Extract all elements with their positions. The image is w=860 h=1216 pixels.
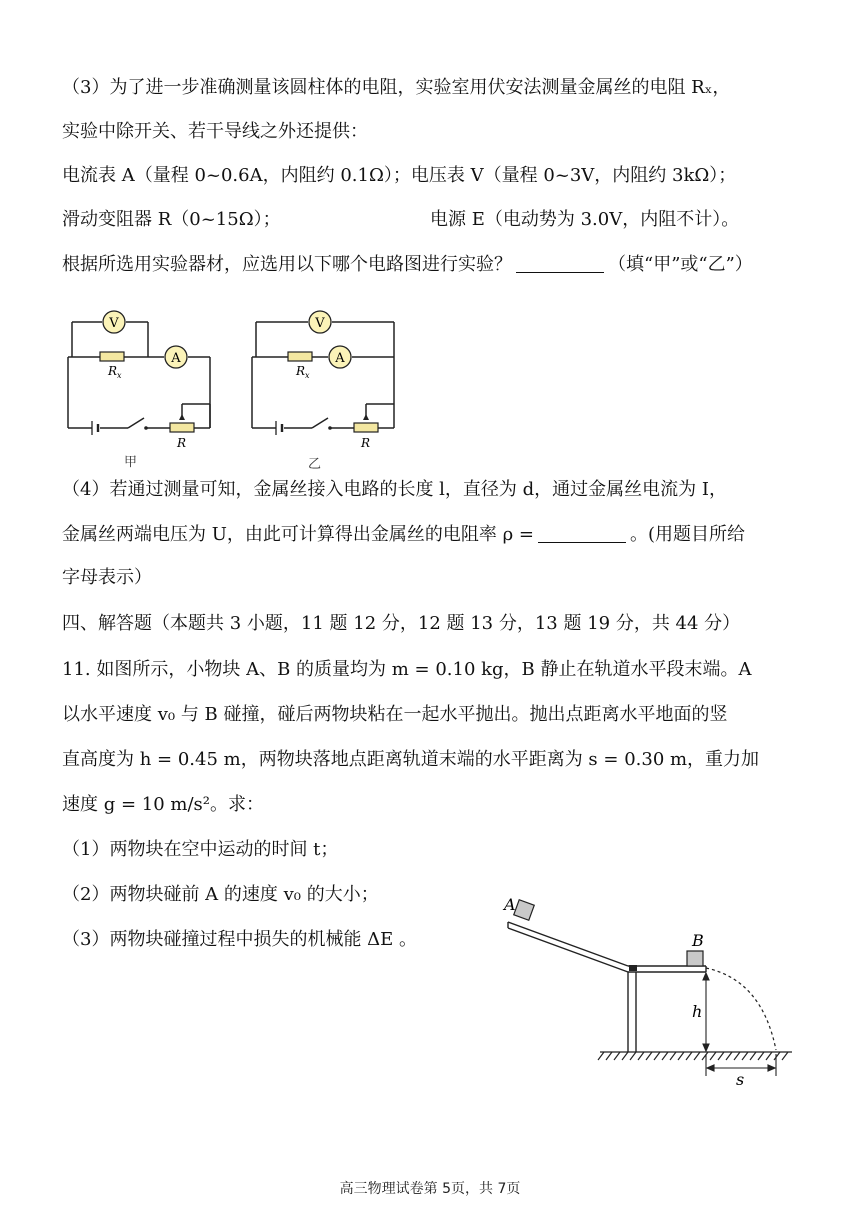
block-a [514, 900, 535, 921]
resistor-rx-label: $R_x$ [296, 364, 310, 380]
resistor-rx-label: $R_x$ [108, 364, 122, 380]
caption-yi: 乙 [308, 457, 322, 472]
q10-3-line5a: 根据所选用实验器材，应选用以下哪个电路图进行实验？ [62, 254, 512, 275]
inclined-track [508, 922, 628, 972]
height-marker [703, 973, 709, 1051]
caption-jia: 甲 [124, 455, 138, 470]
voltmeter-label: V [315, 316, 325, 331]
q10-3-line1: （3）为了进一步准确测量该圆柱体的电阻，实验室用伏安法测量金属丝的电阻 Rₓ， [62, 77, 731, 98]
projectile-figure [500, 880, 800, 1090]
label-b: B [692, 931, 704, 950]
resistor-rx-symbol [288, 352, 312, 361]
trajectory-curve [706, 968, 776, 1050]
q11-line1: 11. 如图所示，小物块 A、B 的质量均为 m = 0.10 kg，B 静止在轨道水平段末端。A [62, 659, 752, 680]
track-joint [629, 965, 637, 971]
label-h: h [692, 1002, 703, 1021]
support-post [628, 972, 636, 1052]
answer-blank-resistivity[interactable] [538, 522, 626, 543]
q11-line3: 直高度为 h = 0.45 m，两物块落地点距离轨道末端的水平距离为 s = 0.30 m，重力加 [62, 749, 760, 770]
voltmeter-label: V [109, 316, 119, 331]
q10-4-line3: 字母表示） [62, 567, 152, 588]
q10-3-line5 [62, 252, 753, 277]
circuit-jia-parts [92, 311, 194, 470]
answer-blank-circuit[interactable] [516, 252, 604, 273]
switch-contact [328, 426, 332, 430]
circuit-yi [252, 322, 394, 428]
q10-3-line2: 实验中除开关、若干导线之外还提供： [62, 121, 368, 142]
resistor-rx-symbol [100, 352, 124, 361]
q11-sub3: （3）两物块碰撞过程中损失的机械能 ΔE 。 [62, 929, 418, 950]
circuit-diagrams [60, 300, 420, 475]
horizontal-track [628, 966, 706, 972]
ground [598, 1052, 792, 1060]
ammeter-label: A [171, 351, 181, 366]
q10-3-line4b: 电源 E（电动势为 3.0V，内阻不计）。 [430, 209, 740, 230]
label-a: A [504, 895, 516, 914]
ammeter-label: A [335, 351, 345, 366]
rheostat-label: R [177, 436, 187, 450]
rheostat-symbol [354, 423, 378, 432]
circuit-jia [68, 322, 210, 428]
q10-4-line2b: 。(用题目所给 [630, 524, 746, 545]
rheostat-symbol [170, 423, 194, 432]
label-s: s [736, 1070, 745, 1089]
q10-3-line5b: （填“甲”或“乙”） [608, 254, 753, 275]
q11-line2: 以水平速度 v₀ 与 B 碰撞，碰后两物块粘在一起水平抛出。抛出点距离水平地面的竖 [62, 704, 728, 725]
circuit-yi-parts [276, 311, 378, 472]
q10-3-line3: 电流表 A（量程 0~0.6A，内阻约 0.1Ω）；电压表 V（量程 0~3V，内阻约 3kΩ）； [62, 165, 737, 186]
q10-3-line4a: 滑动变阻器 R（0~15Ω）； [62, 209, 281, 230]
block-b [687, 951, 703, 966]
switch-contact [144, 426, 148, 430]
q10-4-line2a: 金属丝两端电压为 U，由此可计算得出金属丝的电阻率 ρ = [62, 524, 534, 545]
q10-4-line1: （4）若通过测量可知，金属丝接入电路的长度 l，直径为 d，通过金属丝电流为 I， [62, 479, 728, 500]
page-footer: 高三物理试卷第 5页，共 7页 [339, 1181, 521, 1197]
q11-sub1: （1）两物块在空中运动的时间 t； [62, 839, 339, 860]
rheostat-label: R [361, 436, 371, 450]
q11-sub2: （2）两物块碰前 A 的速度 v₀ 的大小； [62, 884, 379, 905]
q11-line4: 速度 g = 10 m/s²。求： [62, 794, 264, 815]
section-heading: 四、解答题（本题共 3 小题，11 题 12 分，12 题 13 分，13 题 19 分，共 44 分） [62, 613, 741, 634]
q10-4-line2 [62, 522, 745, 547]
